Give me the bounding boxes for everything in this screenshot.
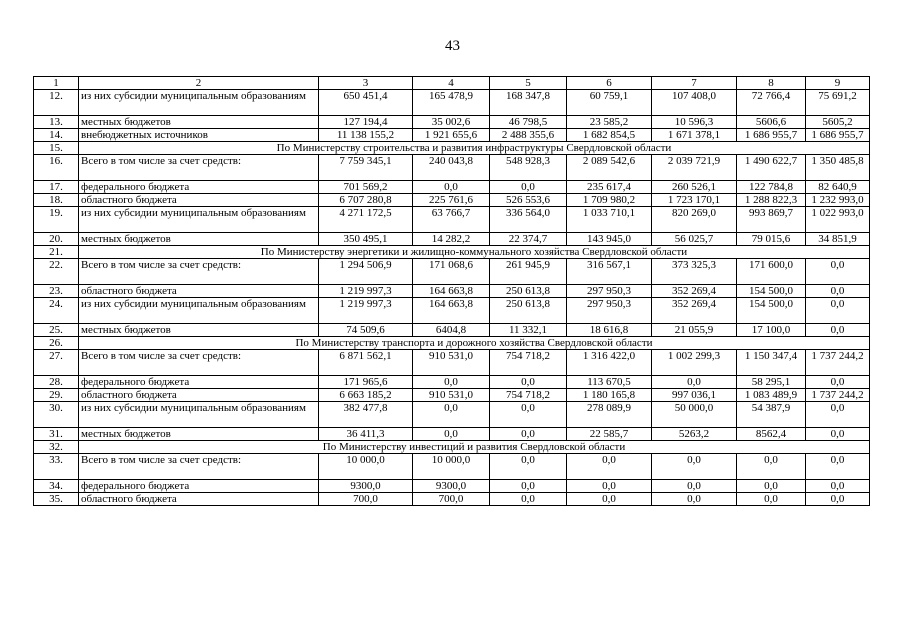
value-cell: 22 585,7 [567, 428, 652, 441]
value-cell: 0,0 [806, 428, 870, 441]
value-cell: 1 682 854,5 [567, 129, 652, 142]
value-cell: 10 000,0 [319, 454, 413, 480]
value-cell: 0,0 [413, 402, 490, 428]
table-row [34, 428, 870, 441]
value-cell: 2 089 542,6 [567, 155, 652, 181]
value-cell: 7 759 345,1 [319, 155, 413, 181]
column-header: 2 [79, 77, 319, 90]
value-cell: 0,0 [806, 480, 870, 493]
column-header-row [34, 77, 870, 90]
value-cell: 171 068,6 [413, 259, 490, 285]
column-header: 5 [490, 77, 567, 90]
value-cell: 240 043,8 [413, 155, 490, 181]
value-cell: 250 613,8 [490, 298, 567, 324]
value-cell: 0,0 [652, 493, 737, 506]
value-cell: 910 531,0 [413, 350, 490, 376]
column-header: 9 [806, 77, 870, 90]
value-cell: 0,0 [413, 181, 490, 194]
table-row [34, 454, 870, 480]
row-number: 15. [34, 142, 79, 155]
row-number: 31. [34, 428, 79, 441]
row-number: 16. [34, 155, 79, 181]
value-cell: 1 022 993,0 [806, 207, 870, 233]
value-cell: 0,0 [806, 324, 870, 337]
value-cell: 6 871 562,1 [319, 350, 413, 376]
value-cell: 1 294 506,9 [319, 259, 413, 285]
value-cell: 1 686 955,7 [806, 129, 870, 142]
value-cell: 1 671 378,1 [652, 129, 737, 142]
section-title: По Министерству транспорта и дорожного хозяйства Свердловской области [79, 337, 870, 350]
value-cell: 46 798,5 [490, 116, 567, 129]
value-cell: 154 500,0 [737, 298, 806, 324]
table-row [34, 493, 870, 506]
row-label: местных бюджетов [79, 428, 319, 441]
column-header: 1 [34, 77, 79, 90]
row-number: 34. [34, 480, 79, 493]
table-row [34, 259, 870, 285]
value-cell: 74 509,6 [319, 324, 413, 337]
value-cell: 1 288 822,3 [737, 194, 806, 207]
value-cell: 1 921 655,6 [413, 129, 490, 142]
value-cell: 127 194,4 [319, 116, 413, 129]
value-cell: 1 219 997,3 [319, 285, 413, 298]
row-number: 14. [34, 129, 79, 142]
value-cell: 34 851,9 [806, 233, 870, 246]
value-cell: 14 282,2 [413, 233, 490, 246]
section-title: По Министерству строительства и развития инфраструктуры Свердловской области [79, 142, 870, 155]
value-cell: 63 766,7 [413, 207, 490, 233]
row-label: Всего в том числе за счет средств: [79, 155, 319, 181]
value-cell: 0,0 [413, 376, 490, 389]
table-row [34, 90, 870, 116]
table-body [34, 77, 870, 506]
value-cell: 1 686 955,7 [737, 129, 806, 142]
value-cell: 75 691,2 [806, 90, 870, 116]
row-number: 17. [34, 181, 79, 194]
row-number: 18. [34, 194, 79, 207]
row-label: областного бюджета [79, 194, 319, 207]
value-cell: 10 000,0 [413, 454, 490, 480]
value-cell: 1 316 422,0 [567, 350, 652, 376]
row-label: внебюджетных источников [79, 129, 319, 142]
table-row [34, 285, 870, 298]
table-row [34, 194, 870, 207]
value-cell: 1 709 980,2 [567, 194, 652, 207]
value-cell: 548 928,3 [490, 155, 567, 181]
section-title: По Министерству инвестиций и развития Свердловской области [79, 441, 870, 454]
row-label: федерального бюджета [79, 376, 319, 389]
value-cell: 9300,0 [413, 480, 490, 493]
value-cell: 260 526,1 [652, 181, 737, 194]
value-cell: 0,0 [806, 493, 870, 506]
value-cell: 6404,8 [413, 324, 490, 337]
table-row [34, 480, 870, 493]
value-cell: 0,0 [806, 454, 870, 480]
value-cell: 72 766,4 [737, 90, 806, 116]
value-cell: 1 232 993,0 [806, 194, 870, 207]
value-cell: 1 737 244,2 [806, 350, 870, 376]
row-label: федерального бюджета [79, 181, 319, 194]
value-cell: 754 718,2 [490, 389, 567, 402]
value-cell: 997 036,1 [652, 389, 737, 402]
column-header: 6 [567, 77, 652, 90]
value-cell: 0,0 [806, 259, 870, 285]
row-label: Всего в том числе за счет средств: [79, 454, 319, 480]
value-cell: 5606,6 [737, 116, 806, 129]
value-cell: 1 083 489,9 [737, 389, 806, 402]
value-cell: 352 269,4 [652, 298, 737, 324]
value-cell: 0,0 [806, 402, 870, 428]
value-cell: 0,0 [490, 402, 567, 428]
value-cell: 168 347,8 [490, 90, 567, 116]
value-cell: 336 564,0 [490, 207, 567, 233]
value-cell: 1 002 299,3 [652, 350, 737, 376]
value-cell: 0,0 [490, 493, 567, 506]
value-cell: 6 707 280,8 [319, 194, 413, 207]
value-cell: 8562,4 [737, 428, 806, 441]
table-row [34, 181, 870, 194]
value-cell: 350 495,1 [319, 233, 413, 246]
value-cell: 1 180 165,8 [567, 389, 652, 402]
row-number: 32. [34, 441, 79, 454]
row-label: Всего в том числе за счет средств: [79, 350, 319, 376]
value-cell: 36 411,3 [319, 428, 413, 441]
row-number: 33. [34, 454, 79, 480]
value-cell: 6 663 185,2 [319, 389, 413, 402]
value-cell: 35 002,6 [413, 116, 490, 129]
value-cell: 225 761,6 [413, 194, 490, 207]
value-cell: 5605,2 [806, 116, 870, 129]
row-label: из них субсидии муниципальным образованиям [79, 90, 319, 116]
value-cell: 700,0 [319, 493, 413, 506]
value-cell: 1 150 347,4 [737, 350, 806, 376]
column-header: 3 [319, 77, 413, 90]
value-cell: 113 670,5 [567, 376, 652, 389]
row-number: 13. [34, 116, 79, 129]
value-cell: 0,0 [652, 480, 737, 493]
row-number: 23. [34, 285, 79, 298]
value-cell: 143 945,0 [567, 233, 652, 246]
value-cell: 0,0 [490, 376, 567, 389]
section-header-row [34, 246, 870, 259]
value-cell: 0,0 [737, 480, 806, 493]
value-cell: 910 531,0 [413, 389, 490, 402]
table-row [34, 233, 870, 246]
value-cell: 382 477,8 [319, 402, 413, 428]
row-number: 24. [34, 298, 79, 324]
row-label: федерального бюджета [79, 480, 319, 493]
value-cell: 164 663,8 [413, 285, 490, 298]
value-cell: 278 089,9 [567, 402, 652, 428]
row-number: 28. [34, 376, 79, 389]
value-cell: 11 138 155,2 [319, 129, 413, 142]
value-cell: 82 640,9 [806, 181, 870, 194]
value-cell: 316 567,1 [567, 259, 652, 285]
value-cell: 79 015,6 [737, 233, 806, 246]
value-cell: 297 950,3 [567, 285, 652, 298]
value-cell: 0,0 [806, 285, 870, 298]
value-cell: 171 600,0 [737, 259, 806, 285]
value-cell: 21 055,9 [652, 324, 737, 337]
value-cell: 23 585,2 [567, 116, 652, 129]
value-cell: 0,0 [806, 298, 870, 324]
row-number: 20. [34, 233, 79, 246]
section-title: По Министерству энергетики и жилищно-коммунального хозяйства Свердловской области [79, 246, 870, 259]
row-number: 30. [34, 402, 79, 428]
value-cell: 1 490 622,7 [737, 155, 806, 181]
value-cell: 22 374,7 [490, 233, 567, 246]
value-cell: 1 350 485,8 [806, 155, 870, 181]
column-header: 7 [652, 77, 737, 90]
value-cell: 0,0 [737, 454, 806, 480]
value-cell: 261 945,9 [490, 259, 567, 285]
value-cell: 56 025,7 [652, 233, 737, 246]
value-cell: 1 737 244,2 [806, 389, 870, 402]
value-cell: 0,0 [567, 454, 652, 480]
table-row [34, 324, 870, 337]
table-row [34, 116, 870, 129]
row-label: Всего в том числе за счет средств: [79, 259, 319, 285]
row-label: из них субсидии муниципальным образованиям [79, 402, 319, 428]
value-cell: 0,0 [413, 428, 490, 441]
row-label: областного бюджета [79, 493, 319, 506]
value-cell: 0,0 [490, 454, 567, 480]
value-cell: 700,0 [413, 493, 490, 506]
value-cell: 107 408,0 [652, 90, 737, 116]
table-row [34, 298, 870, 324]
budget-table [33, 76, 870, 506]
value-cell: 0,0 [806, 376, 870, 389]
row-number: 12. [34, 90, 79, 116]
row-label: местных бюджетов [79, 324, 319, 337]
value-cell: 235 617,4 [567, 181, 652, 194]
row-number: 35. [34, 493, 79, 506]
value-cell: 58 295,1 [737, 376, 806, 389]
table-row [34, 207, 870, 233]
value-cell: 0,0 [652, 454, 737, 480]
value-cell: 0,0 [652, 376, 737, 389]
value-cell: 297 950,3 [567, 298, 652, 324]
row-number: 27. [34, 350, 79, 376]
value-cell: 0,0 [567, 493, 652, 506]
value-cell: 2 039 721,9 [652, 155, 737, 181]
row-number: 19. [34, 207, 79, 233]
value-cell: 0,0 [737, 493, 806, 506]
value-cell: 17 100,0 [737, 324, 806, 337]
value-cell: 526 553,6 [490, 194, 567, 207]
value-cell: 5263,2 [652, 428, 737, 441]
column-header: 4 [413, 77, 490, 90]
value-cell: 154 500,0 [737, 285, 806, 298]
table-row [34, 402, 870, 428]
value-cell: 373 325,3 [652, 259, 737, 285]
value-cell: 0,0 [490, 181, 567, 194]
value-cell: 164 663,8 [413, 298, 490, 324]
value-cell: 11 332,1 [490, 324, 567, 337]
row-label: местных бюджетов [79, 233, 319, 246]
value-cell: 2 488 355,6 [490, 129, 567, 142]
page-number: 43 [445, 38, 460, 54]
value-cell: 993 869,7 [737, 207, 806, 233]
row-number: 25. [34, 324, 79, 337]
row-number: 21. [34, 246, 79, 259]
value-cell: 122 784,8 [737, 181, 806, 194]
table-row [34, 376, 870, 389]
value-cell: 50 000,0 [652, 402, 737, 428]
row-label: из них субсидии муниципальным образованиям [79, 207, 319, 233]
value-cell: 701 569,2 [319, 181, 413, 194]
section-header-row [34, 441, 870, 454]
value-cell: 650 451,4 [319, 90, 413, 116]
value-cell: 250 613,8 [490, 285, 567, 298]
value-cell: 171 965,6 [319, 376, 413, 389]
row-label: из них субсидии муниципальным образованиям [79, 298, 319, 324]
value-cell: 165 478,9 [413, 90, 490, 116]
value-cell: 10 596,3 [652, 116, 737, 129]
row-number: 22. [34, 259, 79, 285]
value-cell: 1 219 997,3 [319, 298, 413, 324]
value-cell: 1 033 710,1 [567, 207, 652, 233]
value-cell: 9300,0 [319, 480, 413, 493]
section-header-row [34, 142, 870, 155]
table-row [34, 389, 870, 402]
value-cell: 0,0 [490, 428, 567, 441]
row-number: 29. [34, 389, 79, 402]
value-cell: 754 718,2 [490, 350, 567, 376]
value-cell: 60 759,1 [567, 90, 652, 116]
value-cell: 0,0 [490, 480, 567, 493]
table-row [34, 129, 870, 142]
column-header: 8 [737, 77, 806, 90]
value-cell: 0,0 [567, 480, 652, 493]
row-label: областного бюджета [79, 389, 319, 402]
value-cell: 1 723 170,1 [652, 194, 737, 207]
value-cell: 4 271 172,5 [319, 207, 413, 233]
row-number: 26. [34, 337, 79, 350]
table-row [34, 155, 870, 181]
value-cell: 352 269,4 [652, 285, 737, 298]
value-cell: 18 616,8 [567, 324, 652, 337]
value-cell: 54 387,9 [737, 402, 806, 428]
row-label: областного бюджета [79, 285, 319, 298]
value-cell: 820 269,0 [652, 207, 737, 233]
table-row [34, 350, 870, 376]
section-header-row [34, 337, 870, 350]
row-label: местных бюджетов [79, 116, 319, 129]
